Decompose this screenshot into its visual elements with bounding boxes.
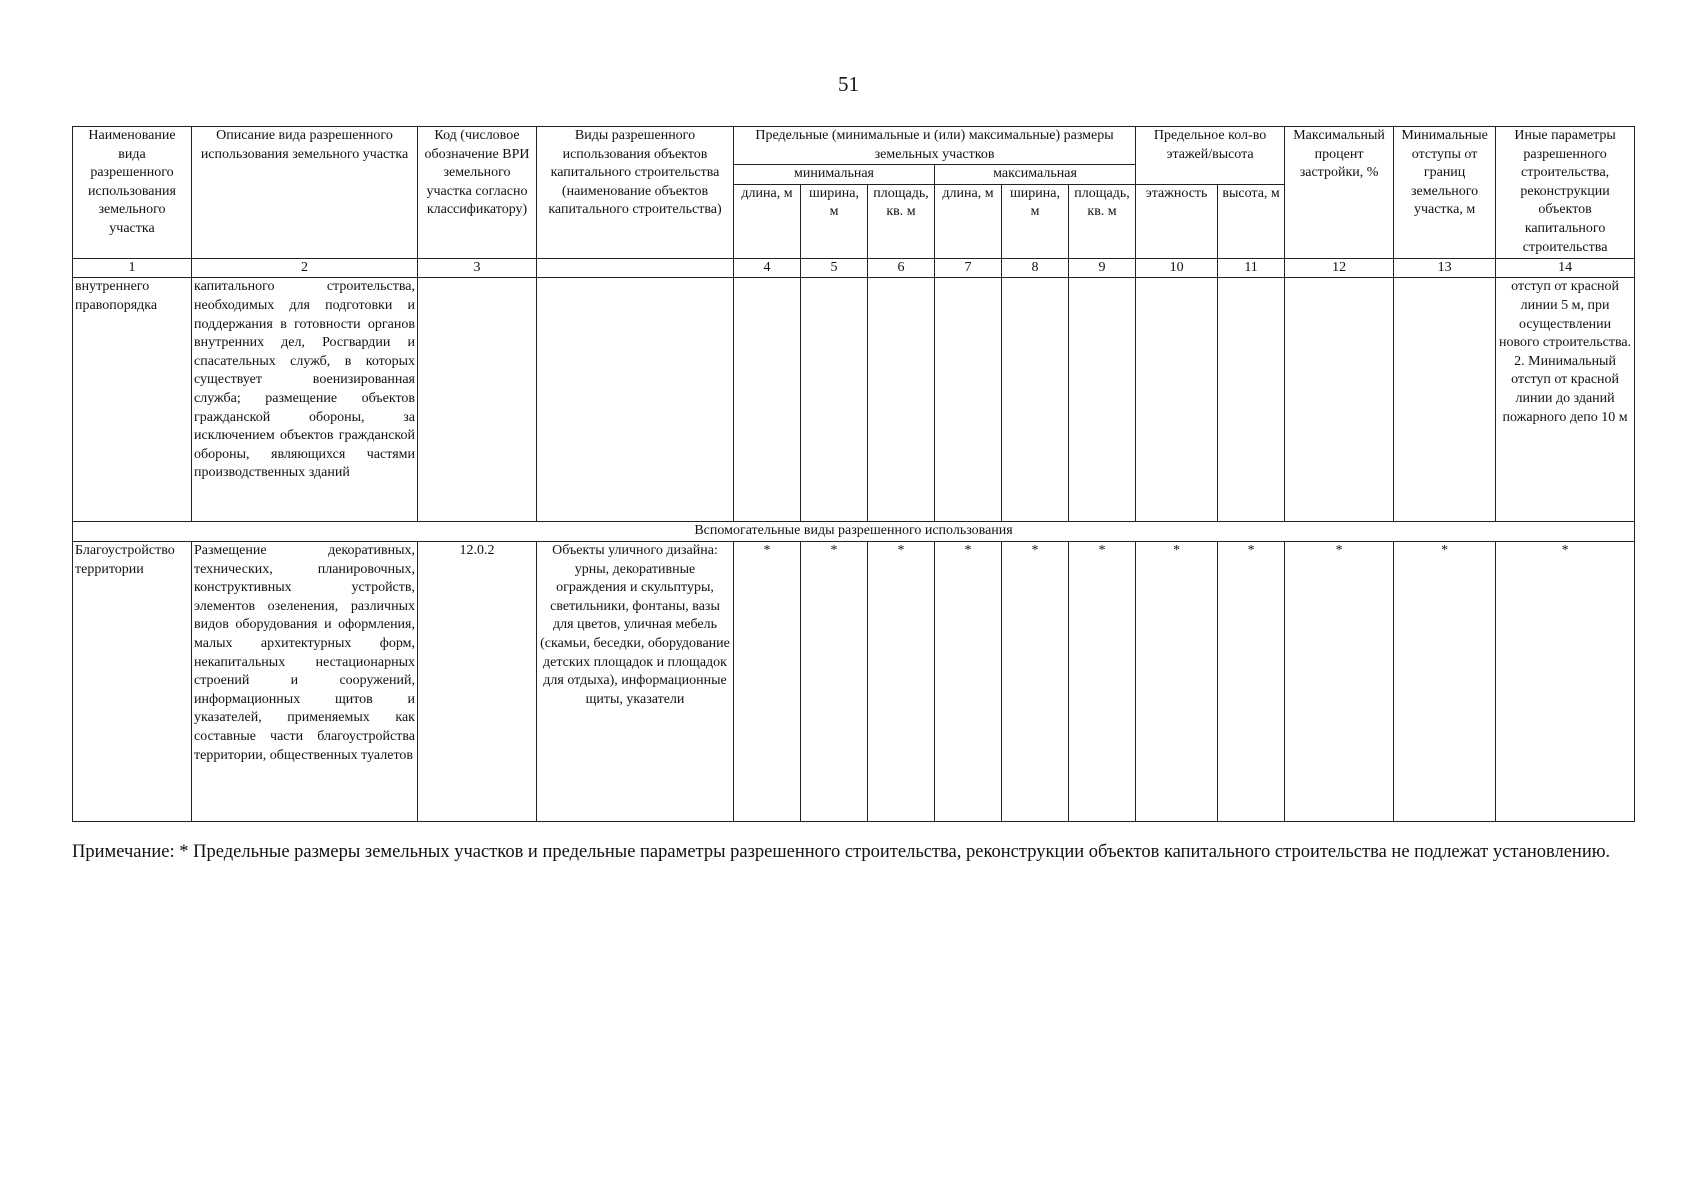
header-min-length: длина, м xyxy=(734,184,801,258)
col-number: 9 xyxy=(1069,258,1136,278)
header-setbacks: Минимальные отступы от границ земельного участка, м xyxy=(1394,127,1496,259)
header-max-area: площадь, кв. м xyxy=(1069,184,1136,258)
header-col-name: Наименование вида разрешенного использования земельного участка xyxy=(73,127,192,259)
col-number: 4 xyxy=(734,258,801,278)
header-col-objects: Виды разрешенного использования объектов капитального строительства (наименование объектов капитального строительства) xyxy=(537,127,734,259)
row1-objects xyxy=(537,278,734,522)
col-number xyxy=(537,258,734,278)
row2-description: Размещение декоративных, технических, планировочных, конструктивных устройств, элементов озеленения, различных видов оборудования и оформления, малых архитектурных форм, некапитальных нестационарных строений и сооружений, информационных щитов и указателей, применяемых как составные части благоустройства территории, общественных туалетов xyxy=(192,541,418,821)
header-min-width: ширина, м xyxy=(801,184,868,258)
row2-param: * xyxy=(868,541,935,821)
col-number: 2 xyxy=(192,258,418,278)
header-min-area: площадь, кв. м xyxy=(868,184,935,258)
row1-other-params: отступ от красной линии 5 м, при осуществлении нового строительства. 2. Минимальный отступ от красной линии до зданий пожарного депо 10 м xyxy=(1496,278,1635,522)
header-max: максимальная xyxy=(935,165,1136,185)
header-floors: Предельное кол-во этажей/высота xyxy=(1136,127,1285,185)
row2-param: * xyxy=(1002,541,1069,821)
row2-code: 12.0.2 xyxy=(418,541,537,821)
row2-param: * xyxy=(1218,541,1285,821)
col-number: 5 xyxy=(801,258,868,278)
row1-param xyxy=(868,278,935,522)
row2-param: * xyxy=(1136,541,1218,821)
header-row-1 xyxy=(73,127,1635,165)
col-number: 3 xyxy=(418,258,537,278)
header-other-params: Иные параметры разрешенного строительства, реконструкции объектов капитального строительства xyxy=(1496,127,1635,259)
row2-param: * xyxy=(734,541,801,821)
row1-param xyxy=(734,278,801,522)
row2-param: * xyxy=(801,541,868,821)
table-row xyxy=(73,278,1635,522)
row1-code xyxy=(418,278,537,522)
row1-param xyxy=(1136,278,1218,522)
row1-param xyxy=(1394,278,1496,522)
row1-param xyxy=(1069,278,1136,522)
row2-param: * xyxy=(1285,541,1394,821)
header-height: высота, м xyxy=(1218,184,1285,258)
row2-param: * xyxy=(1496,541,1635,821)
table-row xyxy=(73,541,1635,821)
row1-name: внутреннего правопорядка xyxy=(73,278,192,522)
row1-param xyxy=(1218,278,1285,522)
row1-description: капитального строительства, необходимых для подготовки и поддержания в готовности органов внутренних дел, Росгвардии и спасательных служб, в которых существует военизированная служба; размещение объектов гражданской обороны, за исключением объектов гражданской обороны, являющихся частями производственных зданий xyxy=(192,278,418,522)
col-number: 13 xyxy=(1394,258,1496,278)
section-title: Вспомогательные виды разрешенного использования xyxy=(73,522,1635,542)
page-number: 51 xyxy=(838,72,859,96)
footnote: Примечание: * Предельные размеры земельных участков и предельные параметры разрешенного строительства, реконструкции объектов капитального строительства не подлежат установлению. xyxy=(72,842,1611,862)
row2-objects: Объекты уличного дизайна: урны, декоративные ограждения и скульптуры, светильники, фонтаны, вазы для цветов, уличная мебель (скамьи, беседки, оборудование детских площадок и площадок для отдыха), информационные щиты, указатели xyxy=(537,541,734,821)
header-max-length: длина, м xyxy=(935,184,1002,258)
col-number: 12 xyxy=(1285,258,1394,278)
header-min: минимальная xyxy=(734,165,935,185)
header-col-description: Описание вида разрешенного использования земельного участка xyxy=(192,127,418,259)
header-max-percent: Максимальный процент застройки, % xyxy=(1285,127,1394,259)
header-max-width: ширина, м xyxy=(1002,184,1069,258)
row1-param xyxy=(801,278,868,522)
header-storeys: этажность xyxy=(1136,184,1218,258)
col-number: 8 xyxy=(1002,258,1069,278)
row2-name: Благоустройство территории xyxy=(73,541,192,821)
col-number: 10 xyxy=(1136,258,1218,278)
col-number: 1 xyxy=(73,258,192,278)
row2-param: * xyxy=(1394,541,1496,821)
row1-param xyxy=(935,278,1002,522)
col-number: 14 xyxy=(1496,258,1635,278)
col-number: 7 xyxy=(935,258,1002,278)
row1-param xyxy=(1285,278,1394,522)
row2-param: * xyxy=(1069,541,1136,821)
header-limits: Предельные (минимальные и (или) максимальные) размеры земельных участков xyxy=(734,127,1136,165)
row2-param: * xyxy=(935,541,1002,821)
col-number: 6 xyxy=(868,258,935,278)
section-row xyxy=(73,522,1635,542)
column-number-row xyxy=(73,258,1635,278)
zoning-regulations-table xyxy=(72,126,1635,822)
col-number: 11 xyxy=(1218,258,1285,278)
row1-param xyxy=(1002,278,1069,522)
header-col-code: Код (числовое обозначение ВРИ земельного участка согласно классификатору) xyxy=(418,127,537,259)
